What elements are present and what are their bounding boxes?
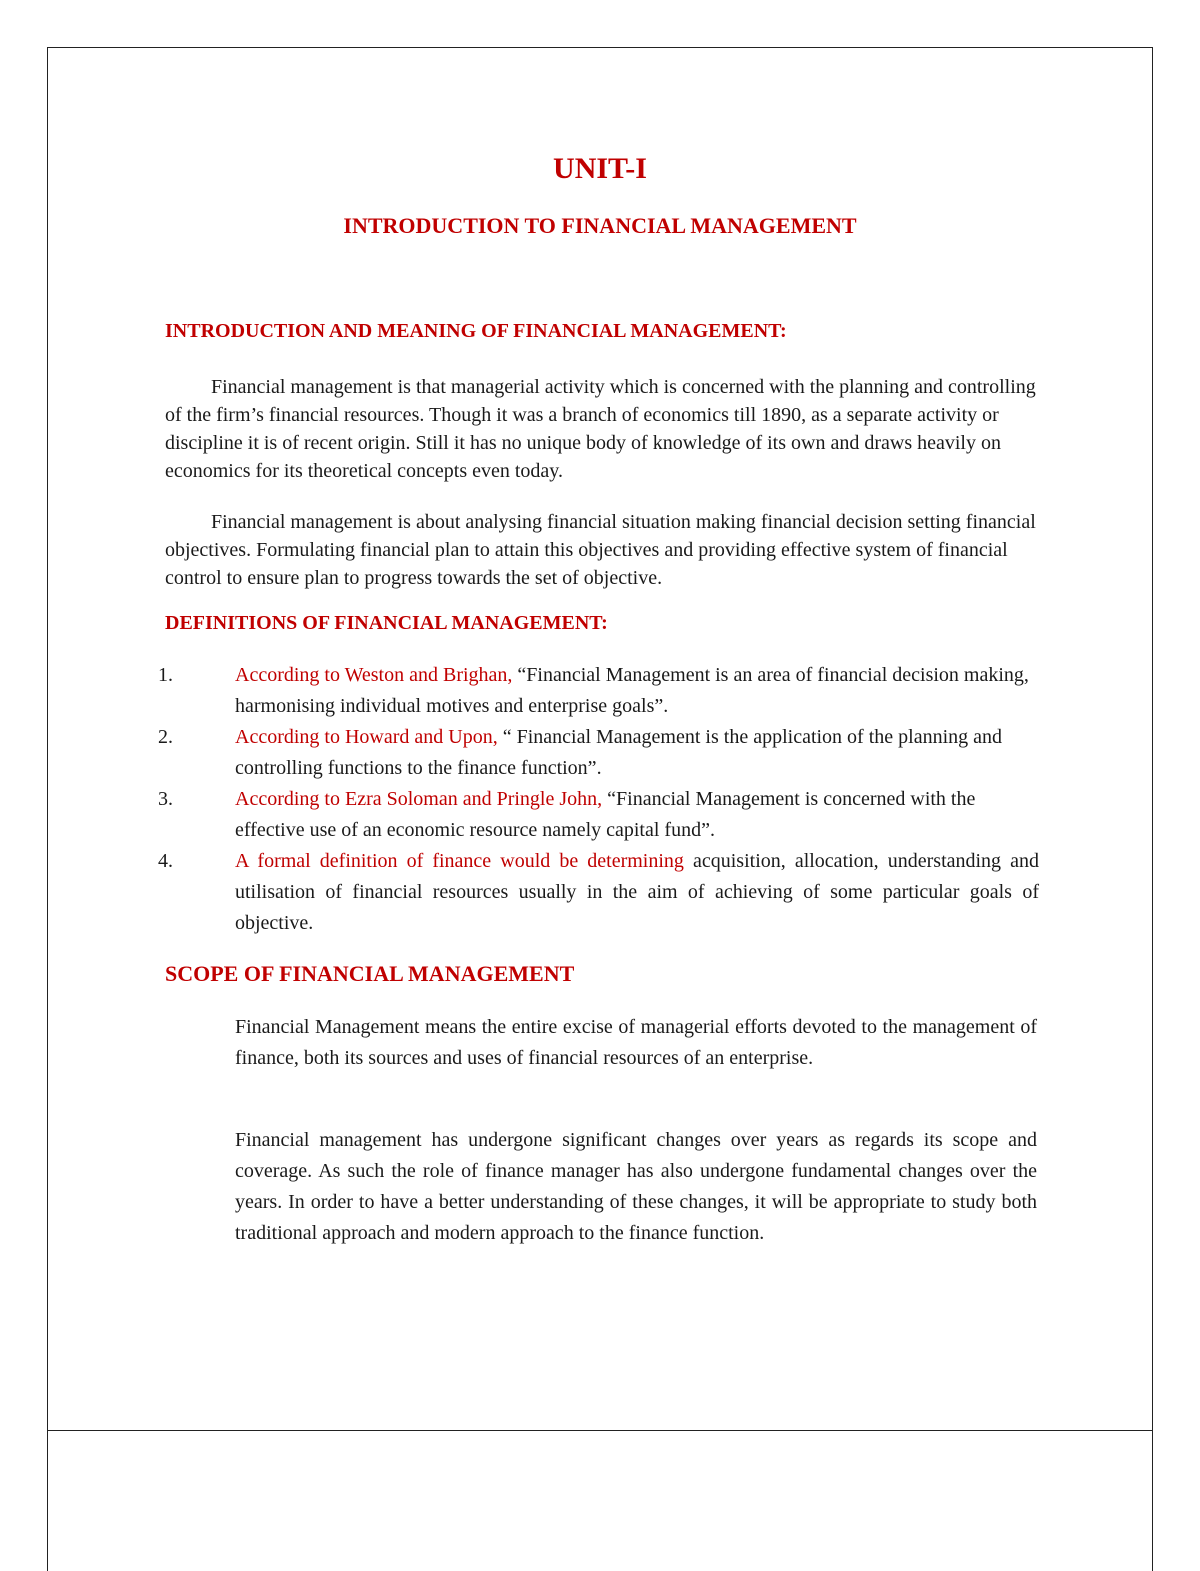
intro-paragraph-1 [165, 373, 1047, 485]
definition-item [155, 846, 1039, 939]
definition-number: 1. [158, 664, 173, 686]
definition-number: 4. [158, 850, 173, 872]
definition-item [155, 722, 1039, 784]
intro-paragraph-2-text: Financial management is about analysing financial situation making financial decision setting financial objectives. Formulating financial plan to attain this objectives and providing effective system of financial control to ensure plan to progress towards the set of objective. [165, 511, 1036, 589]
scope-heading: SCOPE OF FINANCIAL MANAGEMENT [165, 961, 575, 986]
next-page-border [47, 1431, 1153, 1571]
definition-item [155, 660, 1039, 722]
definition-number: 2. [158, 726, 173, 748]
definition-text: “Financial Management is an area of financial decision making, harmonising individual motives and enterprise goals”. [235, 664, 1029, 717]
definition-number: 3. [158, 788, 173, 810]
definition-text: acquisition, allocation, understanding and utilisation of financial resources usually in the aim of achieving of some particular goals of objective. [235, 850, 1039, 934]
unit-title: UNIT-I [553, 152, 647, 185]
definition-text: “ Financial Management is the application of the planning and controlling functions to the finance function”. [235, 726, 1003, 779]
intro-paragraph-2 [165, 508, 1047, 592]
definition-text: “Financial Management is concerned with the effective use of an economic resource namely capital fund”. [235, 788, 976, 841]
main-title: INTRODUCTION TO FINANCIAL MANAGEMENT [343, 213, 857, 238]
definition-item [155, 784, 1039, 846]
definition-source: According to Ezra Soloman and Pringle John, [235, 788, 603, 810]
definition-source: According to Weston and Brighan, [235, 664, 513, 686]
scope-paragraph-2: Financial management has undergone significant changes over years as regards its scope and coverage. As such the role of finance manager has also undergone fundamental changes over the years. In order to have a better understanding of these changes, it will be appropriate to study both traditional approach and modern approach to the finance function. [235, 1129, 1037, 1244]
intro-heading: INTRODUCTION AND MEANING OF FINANCIAL MANAGEMENT: [165, 320, 787, 342]
intro-paragraph-1-text: Financial management is that managerial activity which is concerned with the planning and controlling of the firm’s financial resources. Though it was a branch of economics till 1890, as a separate activity or discipline it is of recent origin. Still it has no unique body of knowledge of its own and draws heavily on economics for its theoretical concepts even today. [165, 376, 1036, 482]
definitions-list [155, 660, 1039, 939]
definitions-heading: DEFINITIONS OF FINANCIAL MANAGEMENT: [165, 612, 608, 634]
scope-paragraph-1: Financial Management means the entire excise of managerial efforts devoted to the management of finance, both its sources and uses of financial resources of an enterprise. [235, 1016, 1037, 1069]
definition-source: According to Howard and Upon, [235, 726, 498, 748]
definition-source: A formal definition of finance would be determining [235, 850, 684, 872]
